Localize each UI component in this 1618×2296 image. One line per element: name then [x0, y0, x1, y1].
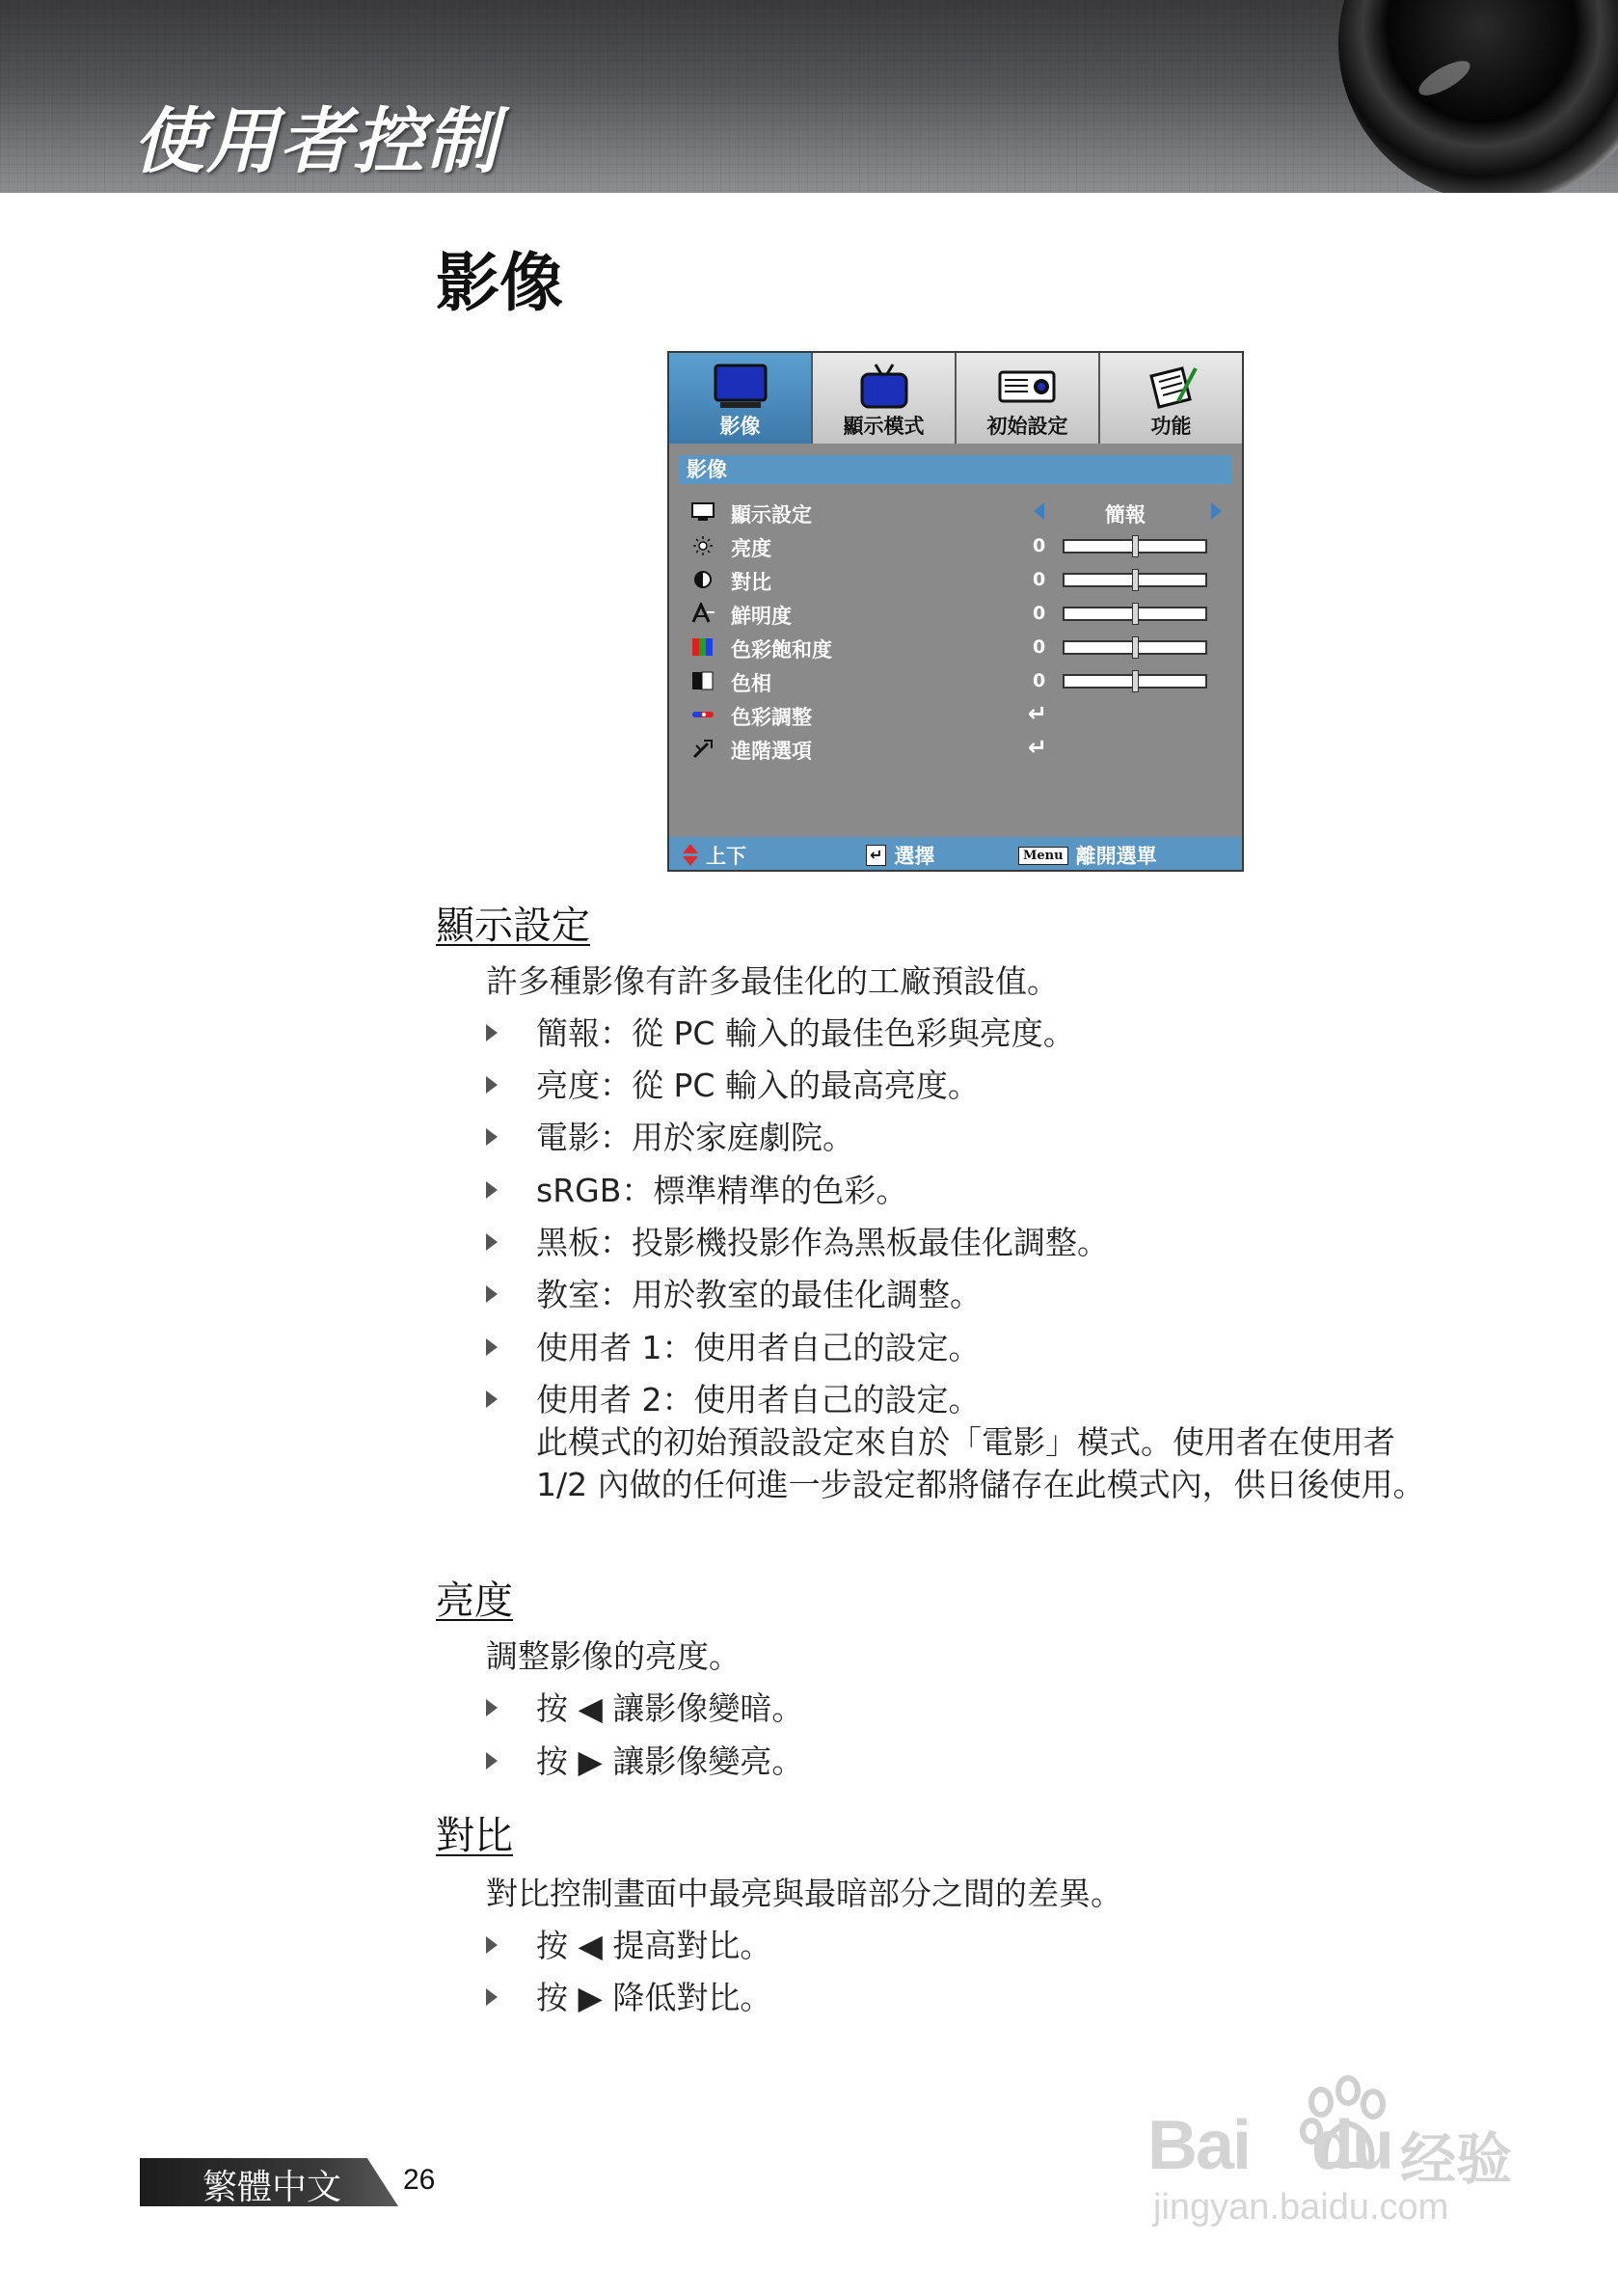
projector-icon — [997, 363, 1059, 411]
option-right-arrow-icon[interactable] — [1211, 502, 1222, 520]
slider-knob[interactable] — [1132, 569, 1139, 591]
enter-key-icon: ↵ — [866, 845, 886, 866]
osd-row-brightness[interactable]: 亮度 0 — [669, 529, 1242, 563]
bullet-triangle-icon — [486, 1988, 498, 2006]
display-mode-value: 簡報 — [1105, 503, 1146, 527]
osd-tab-image[interactable]: 影像 — [669, 353, 813, 444]
osd-footer-updown: 上下 — [681, 841, 746, 870]
osd-row-tint[interactable]: 色相 0 — [669, 664, 1242, 698]
slider-knob[interactable] — [1132, 603, 1139, 625]
osd-footer-exit: Menu 離開選單 — [1018, 841, 1157, 870]
osd-tab-bar — [669, 353, 1242, 444]
chapter-title: 使用者控制 — [133, 100, 499, 183]
bullet-triangle-icon — [486, 1128, 498, 1146]
sun-icon — [690, 535, 715, 556]
tint-icon — [690, 670, 715, 691]
tv-icon — [856, 363, 912, 411]
section-heading-contrast: 對比 — [436, 1814, 513, 1858]
option-left-arrow-icon[interactable] — [1034, 502, 1044, 520]
osd-row-saturation[interactable]: 色彩飽和度 0 — [669, 631, 1242, 664]
color-bars-icon — [690, 636, 715, 658]
color-adjust-icon — [690, 704, 715, 725]
header-banner — [0, 0, 1618, 193]
sharpness-slider[interactable] — [1063, 607, 1207, 621]
saturation-slider[interactable] — [1063, 640, 1207, 655]
watermark-brand: Bai du — [1147, 2107, 1393, 2184]
osd-menu-title: 影像 — [679, 455, 1232, 484]
menu-key-icon: Menu — [1018, 847, 1068, 865]
footer-language: 繁體中文 — [202, 2168, 342, 2207]
section-intro: 許多種影像有許多最佳化的工廠預設值。 — [486, 962, 1059, 1000]
osd-row-advanced[interactable]: 進階選項 ↵ — [669, 732, 1242, 766]
bullet-triangle-icon — [486, 1699, 498, 1716]
monitor-icon — [713, 363, 769, 411]
up-down-arrows-icon — [681, 844, 700, 867]
bullet-triangle-icon — [486, 1752, 498, 1769]
section-heading-display-mode: 顯示設定 — [436, 904, 590, 948]
tint-slider[interactable] — [1063, 674, 1207, 689]
lens-decoration — [1338, 0, 1618, 193]
osd-footer-select: ↵ 選擇 — [866, 841, 934, 870]
section-intro: 調整影像的亮度。 — [486, 1637, 741, 1675]
bullet-triangle-icon — [486, 1181, 498, 1199]
enter-icon[interactable]: ↵ — [1028, 734, 1048, 761]
bullet-triangle-icon — [486, 1338, 498, 1356]
osd-settings-list — [669, 496, 1242, 766]
osd-row-display-mode[interactable]: 顯示設定 簡報 — [669, 496, 1242, 529]
user-mode-note: 此模式的初始預設設定來自於「電影」模式。使用者在使用者 1/2 內做的任何進一步設定都將儲存在此模式內，供日後使用。 — [536, 1423, 1425, 1503]
bullet-triangle-icon — [486, 1936, 498, 1954]
notepad-icon — [1144, 363, 1200, 411]
slider-knob[interactable] — [1132, 636, 1139, 659]
sharpness-icon — [690, 603, 715, 624]
osd-footer-bar — [669, 837, 1242, 870]
bullet-triangle-icon — [486, 1233, 498, 1251]
watermark-url: jingyan.baidu.com — [1153, 2187, 1449, 2228]
section-heading-brightness: 亮度 — [436, 1579, 513, 1623]
page-title: 影像 — [436, 246, 563, 320]
osd-row-color-adjust[interactable]: 色彩調整 ↵ — [669, 698, 1242, 732]
bullet-triangle-icon — [486, 1285, 498, 1303]
osd-tab-setup[interactable]: 初始設定 — [957, 353, 1100, 444]
contrast-icon — [690, 569, 715, 590]
osd-tab-options[interactable]: 功能 — [1100, 353, 1242, 444]
brightness-slider[interactable] — [1063, 539, 1207, 554]
enter-icon[interactable]: ↵ — [1028, 700, 1048, 727]
section-intro: 對比控制畫面中最亮與最暗部分之間的差異。 — [486, 1875, 1122, 1912]
osd-menu — [667, 351, 1244, 872]
bullet-triangle-icon — [486, 1391, 498, 1408]
bullet-triangle-icon — [486, 1076, 498, 1094]
osd-tab-display-mode[interactable]: 顯示模式 — [813, 353, 957, 444]
slider-knob[interactable] — [1132, 535, 1139, 557]
baidu-watermark — [1147, 2073, 1562, 2247]
advanced-icon — [690, 738, 715, 759]
slider-knob[interactable] — [1132, 670, 1139, 692]
monitor-small-icon — [690, 501, 715, 523]
osd-row-contrast[interactable]: 對比 0 — [669, 563, 1242, 597]
bullet-triangle-icon — [486, 1024, 498, 1041]
page-number: 26 — [403, 2164, 436, 2196]
osd-row-sharpness[interactable]: 鮮明度 0 — [669, 597, 1242, 631]
contrast-slider[interactable] — [1063, 573, 1207, 587]
watermark-cn: 经验 — [1400, 2126, 1513, 2192]
